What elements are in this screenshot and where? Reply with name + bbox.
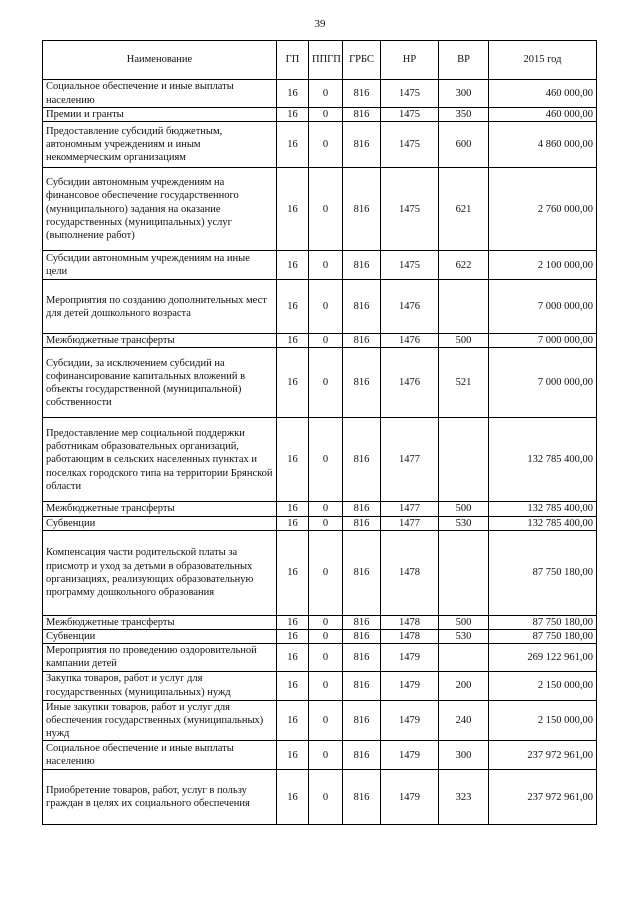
header-row	[43, 41, 597, 80]
cell-ppgp: 0	[309, 700, 343, 741]
cell-gp: 16	[277, 108, 309, 122]
cell-ppgp: 0	[309, 122, 343, 168]
cell-ppgp: 0	[309, 741, 343, 770]
table-row	[43, 516, 597, 530]
cell-gp: 16	[277, 334, 309, 348]
cell-vr: 622	[439, 251, 489, 280]
cell-gp: 16	[277, 615, 309, 629]
table-row	[43, 280, 597, 334]
column-header-ppgp: ППГП	[309, 41, 343, 80]
cell-vr: 200	[439, 671, 489, 700]
cell-nr: 1475	[381, 168, 439, 251]
cell-ppgp: 0	[309, 418, 343, 502]
cell-vr: 600	[439, 122, 489, 168]
cell-vr	[439, 530, 489, 615]
table-row	[43, 741, 597, 770]
cell-ppgp: 0	[309, 80, 343, 108]
table-row	[43, 108, 597, 122]
cell-ppgp: 0	[309, 168, 343, 251]
cell-grbs: 816	[343, 280, 381, 334]
cell-ppgp: 0	[309, 348, 343, 418]
cell-amount: 7 000 000,00	[489, 280, 597, 334]
cell-gp: 16	[277, 530, 309, 615]
cell-amount: 87 750 180,00	[489, 615, 597, 629]
cell-ppgp: 0	[309, 615, 343, 629]
cell-grbs: 816	[343, 615, 381, 629]
cell-grbs: 816	[343, 700, 381, 741]
cell-name: Субвенции	[43, 630, 277, 644]
table-row	[43, 770, 597, 825]
cell-name: Субсидии автономным учреждениям на иные цели	[43, 251, 277, 280]
cell-gp: 16	[277, 630, 309, 644]
cell-name: Межбюджетные трансферты	[43, 334, 277, 348]
cell-name: Социальное обеспечение и иные выплаты населению	[43, 741, 277, 770]
cell-grbs: 816	[343, 671, 381, 700]
cell-name: Субсидии автономным учреждениям на финансовое обеспечение государственного (муниципального) задания на оказание государственных (муниципальных) услуг (выполнение работ)	[43, 168, 277, 251]
cell-gp: 16	[277, 671, 309, 700]
cell-vr: 323	[439, 770, 489, 825]
table-row	[43, 334, 597, 348]
cell-grbs: 816	[343, 418, 381, 502]
cell-amount: 7 000 000,00	[489, 334, 597, 348]
cell-ppgp: 0	[309, 280, 343, 334]
cell-grbs: 816	[343, 741, 381, 770]
cell-vr: 521	[439, 348, 489, 418]
cell-name: Закупка товаров, работ и услуг для государственных (муниципальных) нужд	[43, 671, 277, 700]
cell-gp: 16	[277, 741, 309, 770]
cell-nr: 1476	[381, 280, 439, 334]
cell-grbs: 816	[343, 502, 381, 516]
cell-ppgp: 0	[309, 644, 343, 671]
table-row	[43, 168, 597, 251]
cell-ppgp: 0	[309, 770, 343, 825]
cell-ppgp: 0	[309, 671, 343, 700]
cell-ppgp: 0	[309, 251, 343, 280]
cell-nr: 1477	[381, 418, 439, 502]
table-row	[43, 80, 597, 108]
cell-gp: 16	[277, 418, 309, 502]
column-header-gp: ГП	[277, 41, 309, 80]
cell-amount: 2 150 000,00	[489, 700, 597, 741]
cell-amount: 237 972 961,00	[489, 770, 597, 825]
column-header-grbs: ГРБС	[343, 41, 381, 80]
cell-grbs: 816	[343, 644, 381, 671]
cell-gp: 16	[277, 122, 309, 168]
column-header-nr: НР	[381, 41, 439, 80]
cell-grbs: 816	[343, 348, 381, 418]
cell-nr: 1478	[381, 530, 439, 615]
cell-name: Премии и гранты	[43, 108, 277, 122]
table-row	[43, 644, 597, 671]
cell-amount: 2 150 000,00	[489, 671, 597, 700]
cell-nr: 1475	[381, 108, 439, 122]
cell-vr: 350	[439, 108, 489, 122]
cell-grbs: 816	[343, 630, 381, 644]
cell-amount: 2 760 000,00	[489, 168, 597, 251]
column-header-vr: ВР	[439, 41, 489, 80]
cell-nr: 1479	[381, 700, 439, 741]
cell-grbs: 816	[343, 168, 381, 251]
cell-amount: 4 860 000,00	[489, 122, 597, 168]
cell-name: Предоставление мер социальной поддержки работникам образовательных организаций, работающим в сельских населенных пунктах и поселках городского типа на территории Брянской области	[43, 418, 277, 502]
cell-vr	[439, 280, 489, 334]
cell-gp: 16	[277, 251, 309, 280]
column-header-name: Наименование	[43, 41, 277, 80]
table-row	[43, 348, 597, 418]
cell-name: Мероприятия по проведению оздоровительной кампании детей	[43, 644, 277, 671]
cell-nr: 1476	[381, 334, 439, 348]
cell-gp: 16	[277, 502, 309, 516]
cell-grbs: 816	[343, 108, 381, 122]
cell-name: Межбюджетные трансферты	[43, 502, 277, 516]
cell-nr: 1479	[381, 741, 439, 770]
cell-grbs: 816	[343, 516, 381, 530]
table-row	[43, 630, 597, 644]
cell-grbs: 816	[343, 251, 381, 280]
cell-amount: 2 100 000,00	[489, 251, 597, 280]
cell-name: Социальное обеспечение и иные выплаты населению	[43, 80, 277, 108]
cell-name: Мероприятия по созданию дополнительных мест для детей дошкольного возраста	[43, 280, 277, 334]
cell-grbs: 816	[343, 80, 381, 108]
cell-name: Компенсация части родительской платы за присмотр и уход за детьми в образовательных организациях, реализующих образовательную программу дошкольного образования	[43, 530, 277, 615]
cell-vr: 621	[439, 168, 489, 251]
page-number: 39	[314, 18, 326, 30]
cell-amount: 237 972 961,00	[489, 741, 597, 770]
cell-nr: 1478	[381, 630, 439, 644]
cell-gp: 16	[277, 280, 309, 334]
table-row	[43, 251, 597, 280]
cell-ppgp: 0	[309, 334, 343, 348]
cell-ppgp: 0	[309, 502, 343, 516]
cell-nr: 1477	[381, 502, 439, 516]
cell-grbs: 816	[343, 334, 381, 348]
cell-name: Субвенции	[43, 516, 277, 530]
cell-gp: 16	[277, 168, 309, 251]
cell-nr: 1479	[381, 671, 439, 700]
cell-vr: 240	[439, 700, 489, 741]
cell-vr: 530	[439, 516, 489, 530]
cell-vr: 300	[439, 741, 489, 770]
cell-amount: 87 750 180,00	[489, 630, 597, 644]
cell-grbs: 816	[343, 122, 381, 168]
cell-grbs: 816	[343, 770, 381, 825]
table-row	[43, 530, 597, 615]
cell-gp: 16	[277, 348, 309, 418]
table-row	[43, 700, 597, 741]
table-row	[43, 122, 597, 168]
cell-nr: 1476	[381, 348, 439, 418]
cell-name: Приобретение товаров, работ, услуг в пользу граждан в целях их социального обеспечения	[43, 770, 277, 825]
cell-nr: 1475	[381, 122, 439, 168]
table-row	[43, 671, 597, 700]
budget-table	[42, 40, 597, 825]
cell-amount: 132 785 400,00	[489, 502, 597, 516]
cell-nr: 1479	[381, 644, 439, 671]
cell-amount: 7 000 000,00	[489, 348, 597, 418]
table-header	[43, 41, 597, 80]
cell-vr	[439, 644, 489, 671]
table-row	[43, 418, 597, 502]
cell-vr: 530	[439, 630, 489, 644]
cell-vr: 500	[439, 334, 489, 348]
cell-gp: 16	[277, 644, 309, 671]
cell-vr: 300	[439, 80, 489, 108]
cell-amount: 460 000,00	[489, 80, 597, 108]
cell-amount: 460 000,00	[489, 108, 597, 122]
cell-nr: 1475	[381, 80, 439, 108]
cell-name: Иные закупки товаров, работ и услуг для обеспечения государственных (муниципальных) нужд	[43, 700, 277, 741]
table-body	[43, 80, 597, 825]
cell-gp: 16	[277, 516, 309, 530]
column-header-amount: 2015 год	[489, 41, 597, 80]
cell-gp: 16	[277, 770, 309, 825]
cell-vr: 500	[439, 502, 489, 516]
cell-amount: 269 122 961,00	[489, 644, 597, 671]
cell-amount: 132 785 400,00	[489, 516, 597, 530]
cell-vr	[439, 418, 489, 502]
cell-grbs: 816	[343, 530, 381, 615]
cell-amount: 87 750 180,00	[489, 530, 597, 615]
cell-nr: 1478	[381, 615, 439, 629]
cell-ppgp: 0	[309, 630, 343, 644]
cell-nr: 1479	[381, 770, 439, 825]
cell-gp: 16	[277, 80, 309, 108]
cell-amount: 132 785 400,00	[489, 418, 597, 502]
cell-name: Субсидии, за исключением субсидий на софинансирование капитальных вложений в объекты государственной (муниципальной) собственности	[43, 348, 277, 418]
cell-vr: 500	[439, 615, 489, 629]
cell-gp: 16	[277, 700, 309, 741]
cell-nr: 1477	[381, 516, 439, 530]
cell-ppgp: 0	[309, 530, 343, 615]
table-row	[43, 615, 597, 629]
cell-ppgp: 0	[309, 108, 343, 122]
cell-ppgp: 0	[309, 516, 343, 530]
cell-nr: 1475	[381, 251, 439, 280]
cell-name: Предоставление субсидий бюджетным, автономным учреждениям и иным некоммерческим организациям	[43, 122, 277, 168]
cell-name: Межбюджетные трансферты	[43, 615, 277, 629]
table-row	[43, 502, 597, 516]
